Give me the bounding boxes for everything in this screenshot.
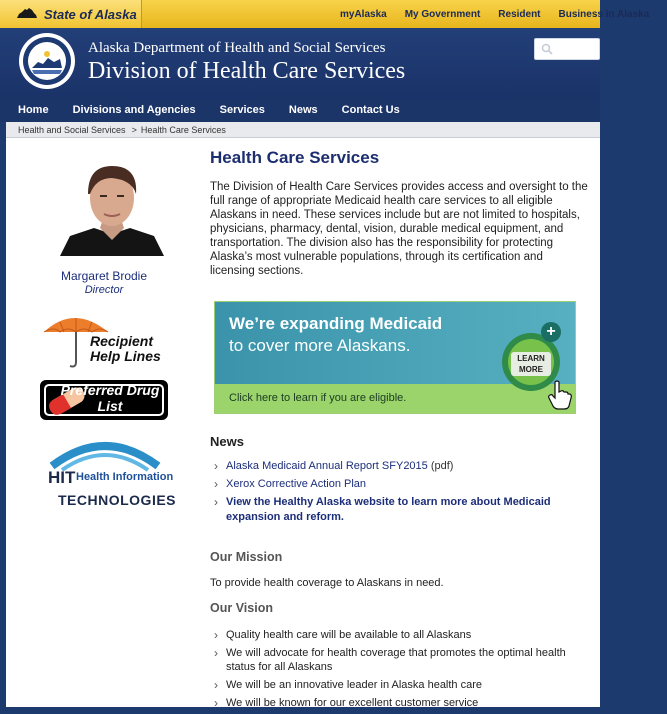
- news-item: [214, 477, 594, 492]
- recipient-help-lines-label[interactable]: Recipient Help Lines: [90, 333, 161, 364]
- top-link-my-government[interactable]: My Government: [404, 8, 481, 20]
- state-of-alaska-label: State of Alaska: [44, 6, 137, 22]
- nav-news[interactable]: News: [288, 104, 318, 116]
- state-top-bar: [0, 0, 650, 28]
- department-name: Alaska Department of Health and Social Services: [88, 40, 386, 56]
- hit-technologies-label: TECHNOLOGIES: [58, 492, 177, 508]
- top-link-myalaska[interactable]: myAlaska: [340, 8, 387, 20]
- pointer-hand-icon: [547, 380, 573, 410]
- nav-home[interactable]: Home: [18, 104, 49, 116]
- top-link-resident[interactable]: Resident: [498, 8, 541, 20]
- learn-more-button[interactable]: LEARN MORE: [511, 352, 551, 376]
- news-list: [214, 459, 594, 528]
- breadcrumb-separator: >: [131, 124, 137, 135]
- breadcrumb-health-social-services[interactable]: Health and Social Services: [18, 124, 126, 135]
- news-link-healthy-alaska[interactable]: View the Healthy Alaska website to learn more about Medicaid expansion and reform.: [226, 496, 551, 523]
- vision-item: › Quality health care will be available to all Alaskans: [214, 628, 594, 642]
- nav-contact-us[interactable]: Contact Us: [341, 104, 400, 116]
- banner-cta[interactable]: Click here to learn if you are eligible.: [229, 392, 407, 404]
- page-title: Health Care Services: [210, 148, 380, 167]
- hit-label: HIT: [48, 468, 76, 487]
- vision-list: [214, 628, 594, 714]
- news-item-suffix: (pdf): [427, 460, 454, 472]
- top-link-business[interactable]: Business in Alaska: [558, 8, 650, 20]
- director-title: Director: [84, 284, 124, 296]
- news-item: [214, 459, 594, 474]
- news-item: [214, 495, 594, 525]
- mission-text: To provide health coverage to Alaskans in need.: [210, 577, 444, 589]
- intro-paragraph: The Division of Health Care Services provides access and oversight to the full range of appropriate Medicaid health care services to all eligible Alaskans in need. These services include but are not limited to hospitals, physicians, pharmacy, dental, vision, durable medical equipment, and transportation. The division also has the responsibility for protecting Alaska’s most vulnerable populations, through its certification and licensing sections.: [210, 181, 588, 277]
- director-name[interactable]: Margaret Brodie: [60, 269, 148, 283]
- banner-line-2: to cover more Alaskans.: [229, 336, 411, 355]
- director-photo: [52, 160, 172, 256]
- preferred-drug-list-label: Preferred Drug List: [60, 382, 160, 414]
- banner-line-1: We’re expanding Medicaid: [229, 314, 443, 333]
- division-title[interactable]: Division of Health Care Services: [88, 58, 406, 84]
- nav-services[interactable]: Services: [219, 104, 265, 116]
- state-seal-icon[interactable]: [18, 32, 76, 90]
- vision-item: › We will be known for our excellent customer service: [214, 696, 594, 710]
- learn-more-plus-icon: +: [541, 322, 561, 342]
- medicaid-expansion-banner[interactable]: [214, 301, 576, 414]
- state-of-alaska-link[interactable]: [0, 0, 142, 28]
- breadcrumb: [6, 122, 600, 138]
- mission-heading: Our Mission: [210, 550, 283, 564]
- vision-item: › We will be an innovative leader in Alaska health care: [214, 678, 594, 692]
- search-icon: [541, 43, 553, 55]
- main-nav: [0, 98, 600, 122]
- news-link-xerox-plan[interactable]: Xerox Corrective Action Plan: [226, 478, 367, 490]
- vision-item: › We will advocate for health coverage that promotes the optimal health status for all Alaskans: [214, 646, 594, 674]
- page-content: [6, 138, 600, 707]
- news-link-annual-report[interactable]: Alaska Medicaid Annual Report SFY2015: [226, 460, 428, 472]
- breadcrumb-current: Health Care Services: [140, 124, 226, 135]
- news-heading: News: [210, 434, 244, 449]
- top-links: [340, 0, 667, 28]
- vision-heading: Our Vision: [210, 601, 273, 615]
- hit-health-information-label: Health Information: [76, 471, 174, 483]
- bear-icon: [16, 6, 38, 22]
- search-input[interactable]: [534, 38, 600, 60]
- nav-divisions-and-agencies[interactable]: Divisions and Agencies: [72, 104, 196, 116]
